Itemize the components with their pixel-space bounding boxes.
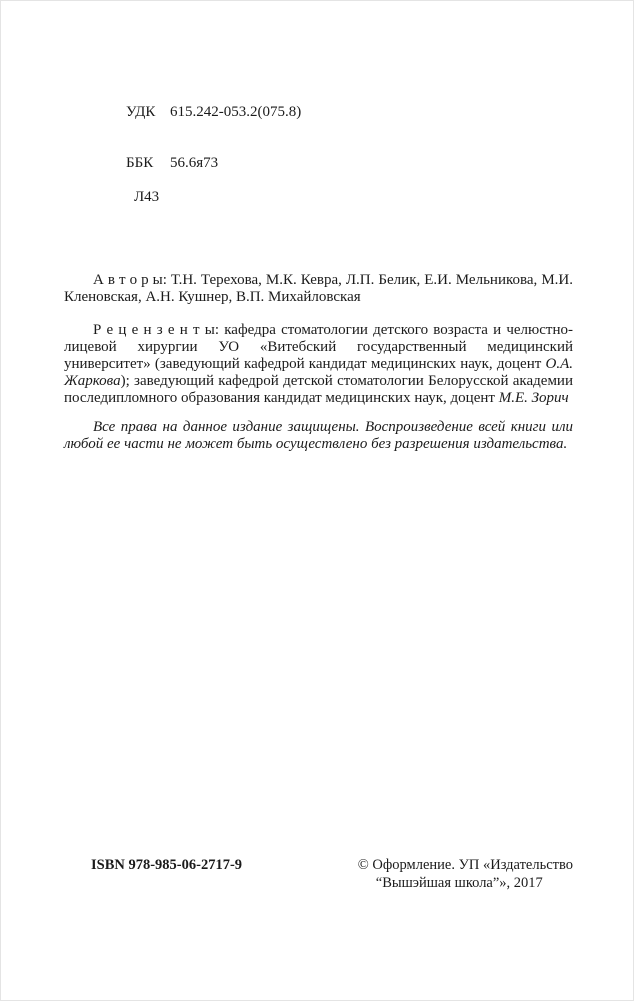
reviewer-name-2: М.Е. Зорич <box>498 390 569 406</box>
text-block <box>64 87 573 453</box>
bbk-value: 56.6я73 <box>170 155 219 171</box>
copyright-line2: “Вышэйшая школа”», 2017 <box>375 875 543 891</box>
imprint-row <box>64 856 573 892</box>
reviewer-name-1: О.А. Жаркова <box>64 356 573 389</box>
authors-label: А в т о р ы: <box>93 272 167 288</box>
authors-names: Т.Н. Терехова, М.К. Кевра, Л.П. Белик, Е.И. Мельникова, М.И. Кленовская, А.Н. Кушнер, В.П. Михайловская <box>64 272 573 305</box>
reviewers-paragraph <box>64 322 573 407</box>
bbk-label: ББК <box>126 155 154 171</box>
copyright-block <box>358 856 573 892</box>
authors-paragraph <box>64 272 573 306</box>
reviewers-intro: Р е ц е н з е н т ы: кафедра стоматологии детского возраста и челюстно-лицевой хирургии УО «Витебский государственный медицинский университет» (заведующий кафедрой кандидат медицинских наук, доцент <box>64 322 573 372</box>
rights-notice: Все права на данное издание защищены. Воспроизведение всей книги или любой ее части не может быть осуществлено без разрешения издательства. <box>64 419 573 452</box>
bbk-line <box>96 138 573 189</box>
copyright-line1: © Оформление. УП «Издательство <box>357 857 573 873</box>
isbn: ISBN 978-985-06-2717-9 <box>91 857 243 873</box>
udk-line <box>96 87 573 138</box>
reviewers-middle: ); заведующий кафедрой детской стоматологии Белорусской академии последипломного образования кандидат медицинских наук, доцент <box>64 373 573 406</box>
author-sign-line: Л43 <box>134 189 160 205</box>
classification-block <box>64 87 573 206</box>
udk-value: 615.242-053.2(075.8) <box>170 104 302 120</box>
udk-label: УДК <box>126 104 156 120</box>
